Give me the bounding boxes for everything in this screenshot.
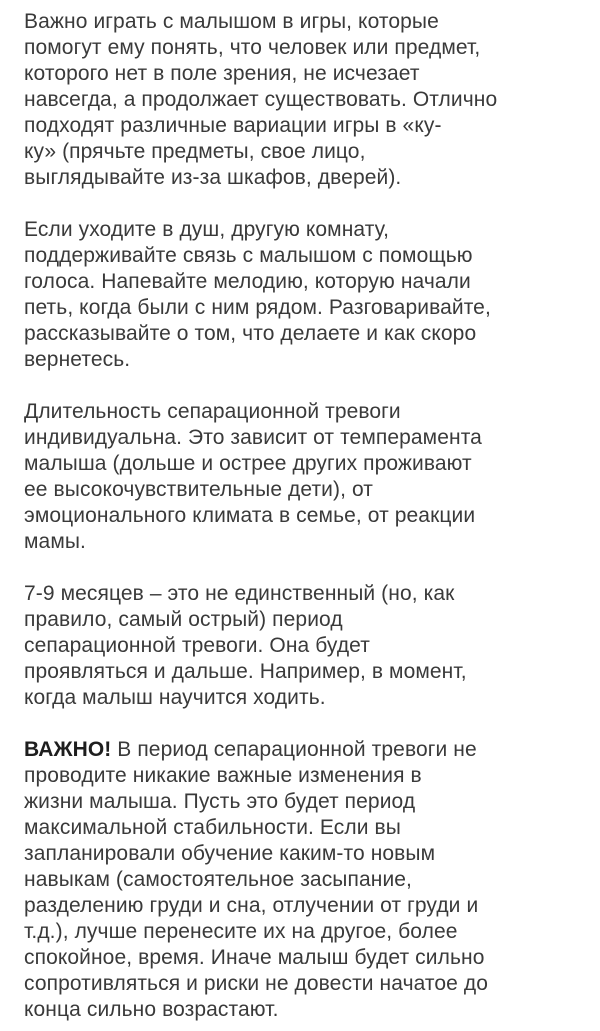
text-line: Важно играть с малышом в игры, которые	[24, 10, 439, 33]
paragraph-peekaboo	[24, 9, 580, 191]
text-line: петь, когда были с ним рядом. Разговаривайте,	[24, 296, 491, 319]
important-label: ВАЖНО!	[24, 738, 112, 761]
text-line: когда малыш научится ходить.	[24, 686, 326, 709]
text-line: спокойное, время. Иначе малыш будет сильно	[24, 946, 485, 969]
text-line: рассказывайте о том, что делаете и как скоро	[24, 322, 477, 345]
paragraph-voice-contact	[24, 217, 580, 373]
text-line: 7-9 месяцев – это не единственный (но, как	[24, 582, 455, 605]
text-line: подходят различные вариации игры в «ку-	[24, 114, 442, 137]
text-line: навсегда, а продолжает существовать. Отлично	[24, 88, 498, 111]
text-line: выглядывайте из-за шкафов, дверей).	[24, 166, 402, 189]
text-line: малыша (дольше и острее других проживают	[24, 452, 472, 475]
text-line: мамы.	[24, 530, 86, 553]
text-line: эмоционального климата в семье, от реакции	[24, 504, 476, 527]
text-line: ку» (прячьте предметы, свое лицо,	[24, 140, 366, 163]
text-line: т.д.), лучше перенесите их на другое, более	[24, 920, 458, 943]
text-line: сепарационной тревоги. Она будет	[24, 634, 370, 657]
text-line: которого нет в поле зрения, не исчезает	[24, 62, 420, 85]
paragraph-age-period	[24, 581, 580, 711]
important-first-line: В период сепарационной тревоги не	[111, 738, 477, 761]
text-line: разделению груди и сна, отлучении от груди и	[24, 894, 479, 917]
text-line: максимальной стабильности. Если вы	[24, 816, 401, 839]
text-line: навыкам (самостоятельное засыпание,	[24, 868, 412, 891]
article-body	[24, 9, 580, 1023]
text-line: запланировали обучение каким-то новым	[24, 842, 436, 865]
text-line: жизни малыша. Пусть это будет период	[24, 790, 416, 813]
text-line: Если уходите в душ, другую комнату,	[24, 218, 390, 241]
text-line: правило, самый острый) период	[24, 608, 343, 631]
text-line: проявляться и дальше. Например, в момент,	[24, 660, 467, 683]
text-line: голоса. Напевайте мелодию, которую начали	[24, 270, 471, 293]
paragraph-anxiety-duration	[24, 399, 580, 555]
text-line: сопротивляться и риски не довести начатое до	[24, 972, 489, 995]
text-line: проводите никакие важные изменения в	[24, 764, 422, 787]
text-line	[24, 737, 580, 763]
text-line: вернетесь.	[24, 348, 131, 371]
text-line: ее высокочувствительные дети), от	[24, 478, 374, 501]
text-line: Длительность сепарационной тревоги	[24, 400, 401, 423]
text-line: конца сильно возрастают.	[24, 998, 279, 1021]
paragraph-important-note	[24, 737, 580, 1023]
text-line: помогут ему понять, что человек или предмет,	[24, 36, 481, 59]
text-line: поддерживайте связь с малышом с помощью	[24, 244, 473, 267]
text-line: индивидуальна. Это зависит от темперамента	[24, 426, 482, 449]
